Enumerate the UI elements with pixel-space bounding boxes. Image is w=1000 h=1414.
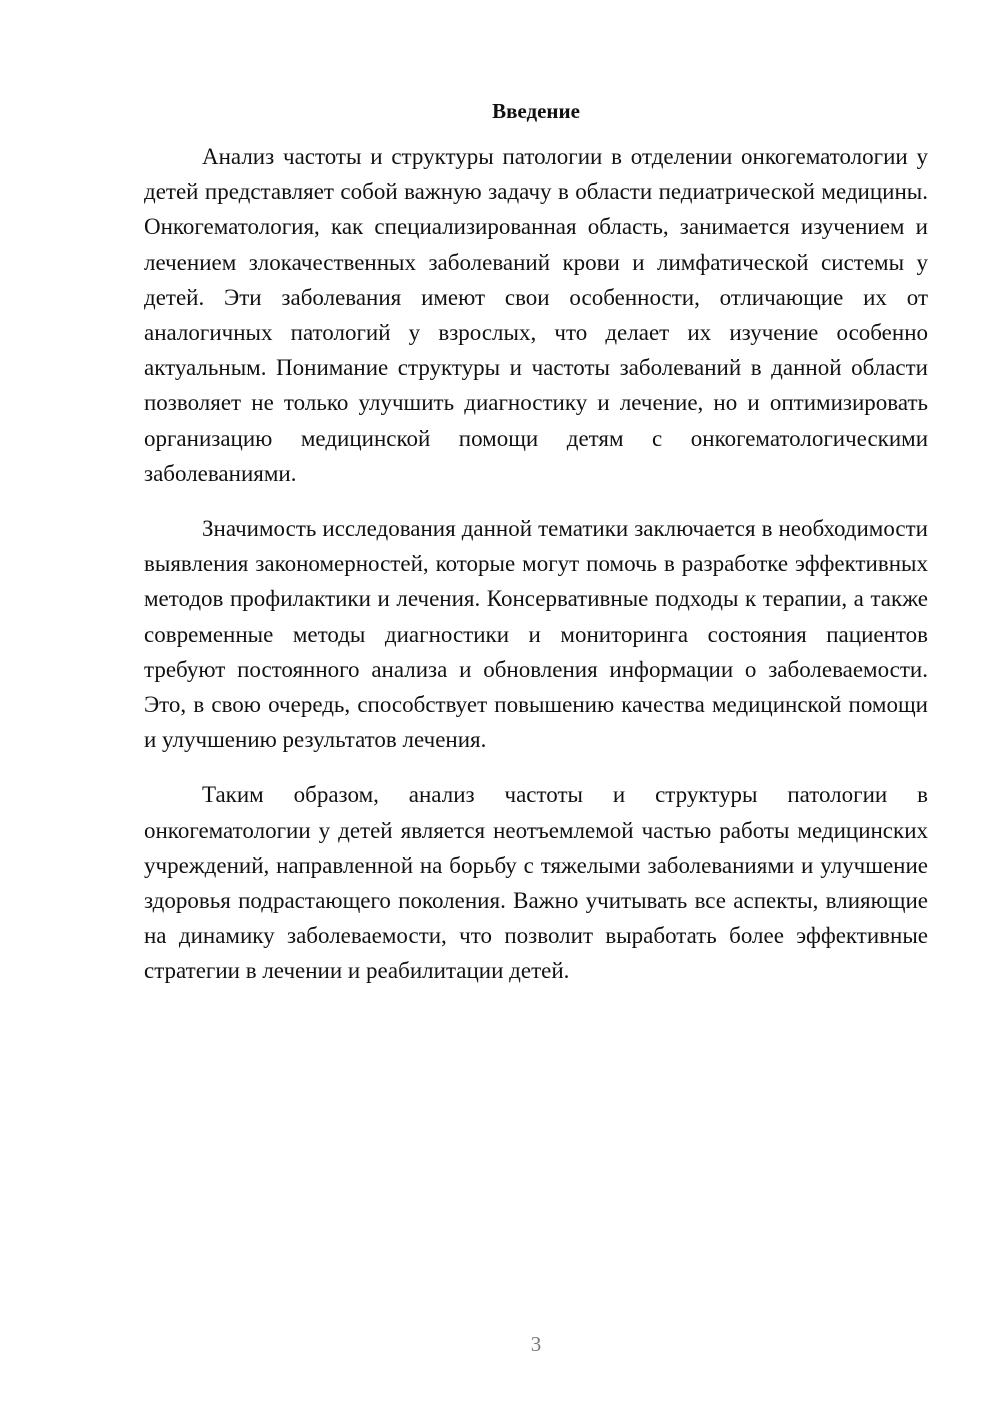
page-number: 3 [530, 1332, 542, 1356]
paragraph-3: Таким образом, анализ частоты и структуры патологии в онкогематологии у детей является неотъемлемой частью работы медицинских учреждений, направленной на борьбу с тяжелыми заболеваниями и улучшение здоровья подрастающего поколения. Важно учитывать все аспекты, влияющие на динамику заболеваемости, что позволит выработать более эффективные стратегии в лечении и реабилитации детей. [144, 782, 928, 984]
section-heading: Введение [492, 99, 580, 123]
paragraph-2: Значимость исследования данной тематики заключается в необходимости выявления закономерностей, которые могут помочь в разработке эффективных методов профилактики и лечения. Консервативные подходы к терапии, а также современные методы диагностики и мониторинга состояния пациентов требуют постоянного анализа и обновления информации о заболеваемости. Это, в свою очередь, способствует повышению качества медицинской помощи и улучшению результатов лечения. [144, 516, 928, 753]
paragraph-1: Анализ частоты и структуры патологии в отделении онкогематологии у детей представляет собой важную задачу в области педиатрической медицины. Онкогематология, как специализированная область, занимается изучением и лечением злокачественных заболеваний крови и лимфатической системы у детей. Эти заболевания имеют свои особенности, отличающие их от аналогичных патологий у взрослых, что делает их изучение особенно актуальным. Понимание структуры и частоты заболеваний в данной области позволяет не только улучшить диагностику и лечение, но и оптимизировать организацию медицинской помощи детям с онкогематологическими заболеваниями. [144, 144, 928, 486]
page-content [144, 95, 928, 1009]
